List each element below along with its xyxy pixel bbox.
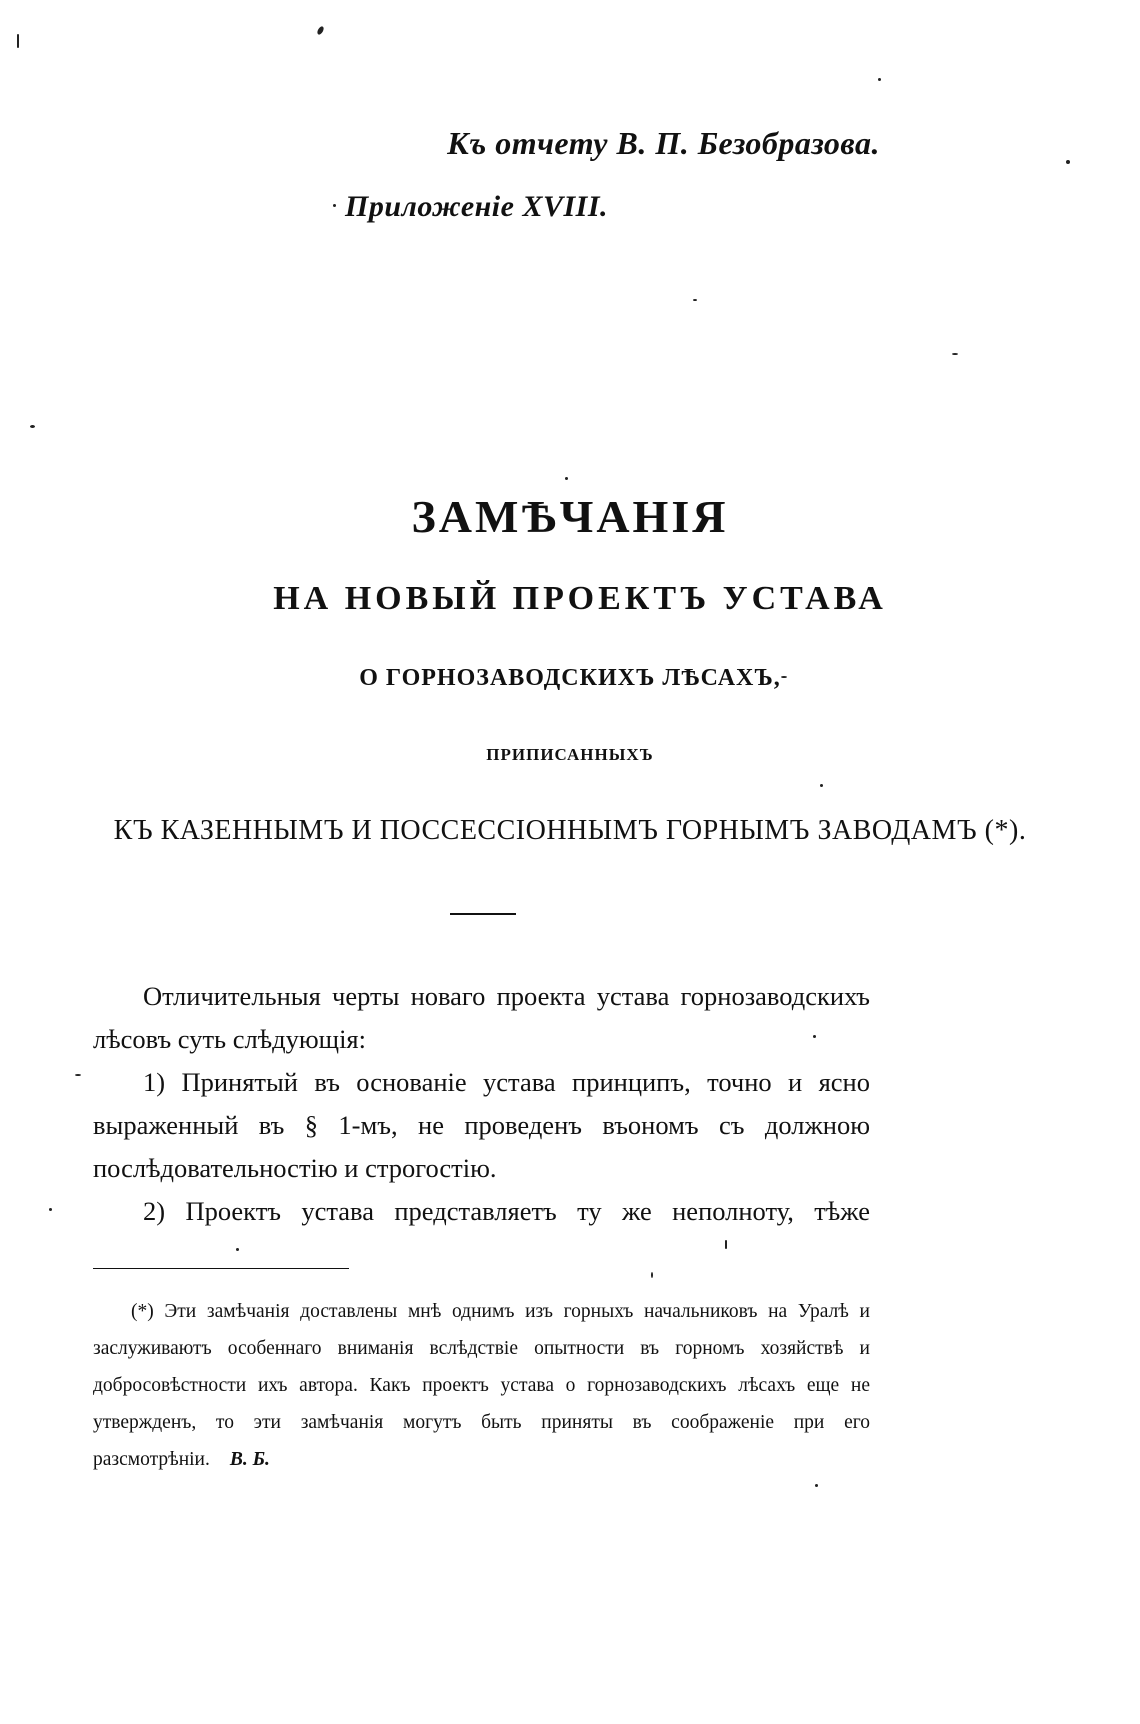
paragraph: Отличительныя черты новаго проекта устава горнозаводскихъ лѣсовъ суть слѣдующія: [93,981,870,1054]
scan-speck [878,78,881,81]
scan-speck [781,676,787,678]
scan-speck [813,1035,816,1038]
body-text [93,975,870,1233]
scan-speck [333,204,336,207]
subtitle-forests: О ГОРНОЗАВОДСКИХЪ ЛѢСАХЪ, [359,665,781,691]
footnote-text: (*) Эти замѣчанія доставлены мнѣ однимъ изъ горныхъ начальниковъ на Уралѣ и заслуживаютъ особеннаго вниманія вслѣдствіе опытности въ горномъ хозяйствѣ и добросовѣстности ихъ автора. Какъ проектъ устава о горнозаводскихъ лѣсахъ еще не утвержденъ, то эти замѣчанія могутъ быть приняты въ соображеніе при его разсмотрѣніи. [93,1301,870,1470]
subtitle-assigned: ПРИПИСАННЫХЪ [486,745,654,764]
scan-speck [236,1248,239,1251]
scan-speck [30,425,35,428]
footnote-paragraph [93,1293,870,1478]
appendix-label: Приложеніе XVIII. [345,190,609,223]
report-reference: Къ отчету В. П. Безобразова. [447,125,880,161]
document-subtitle: НА НОВЫЙ ПРОЕКТЪ УСТАВА [273,580,887,617]
scan-speck [651,1272,653,1278]
scan-speck [820,784,823,787]
footnote-divider [93,1268,349,1269]
footnote-signature: В. Б. [229,1449,270,1470]
scan-speck [693,299,697,301]
paragraph: 1) Принятый въ основаніе устава принципъ, точно и ясно выраженный въ § 1-мъ, не проведенъ въономъ съ должною послѣдовательностію и строгостію. [93,1067,870,1183]
scan-speck [1066,160,1070,164]
scan-speck [49,1208,52,1211]
scan-speck [75,1074,81,1076]
footnote [93,1293,870,1478]
scan-speck [815,1484,818,1487]
subtitle-factories: КЪ КАЗЕННЫМЪ И ПОССЕССІОННЫМЪ ГОРНЫМЪ ЗАВОДАМЪ (*). [113,815,1027,846]
scan-speck [565,477,568,480]
paragraph: 2) Проектъ устава представляетъ ту же неполноту, тѣже [143,1196,870,1226]
document-title: ЗАМѢЧАНІЯ [411,491,729,542]
scan-speck [952,353,958,355]
scan-speck [17,34,19,48]
scan-speck [725,1240,727,1249]
title-divider [450,913,516,915]
scan-speck [316,25,325,35]
